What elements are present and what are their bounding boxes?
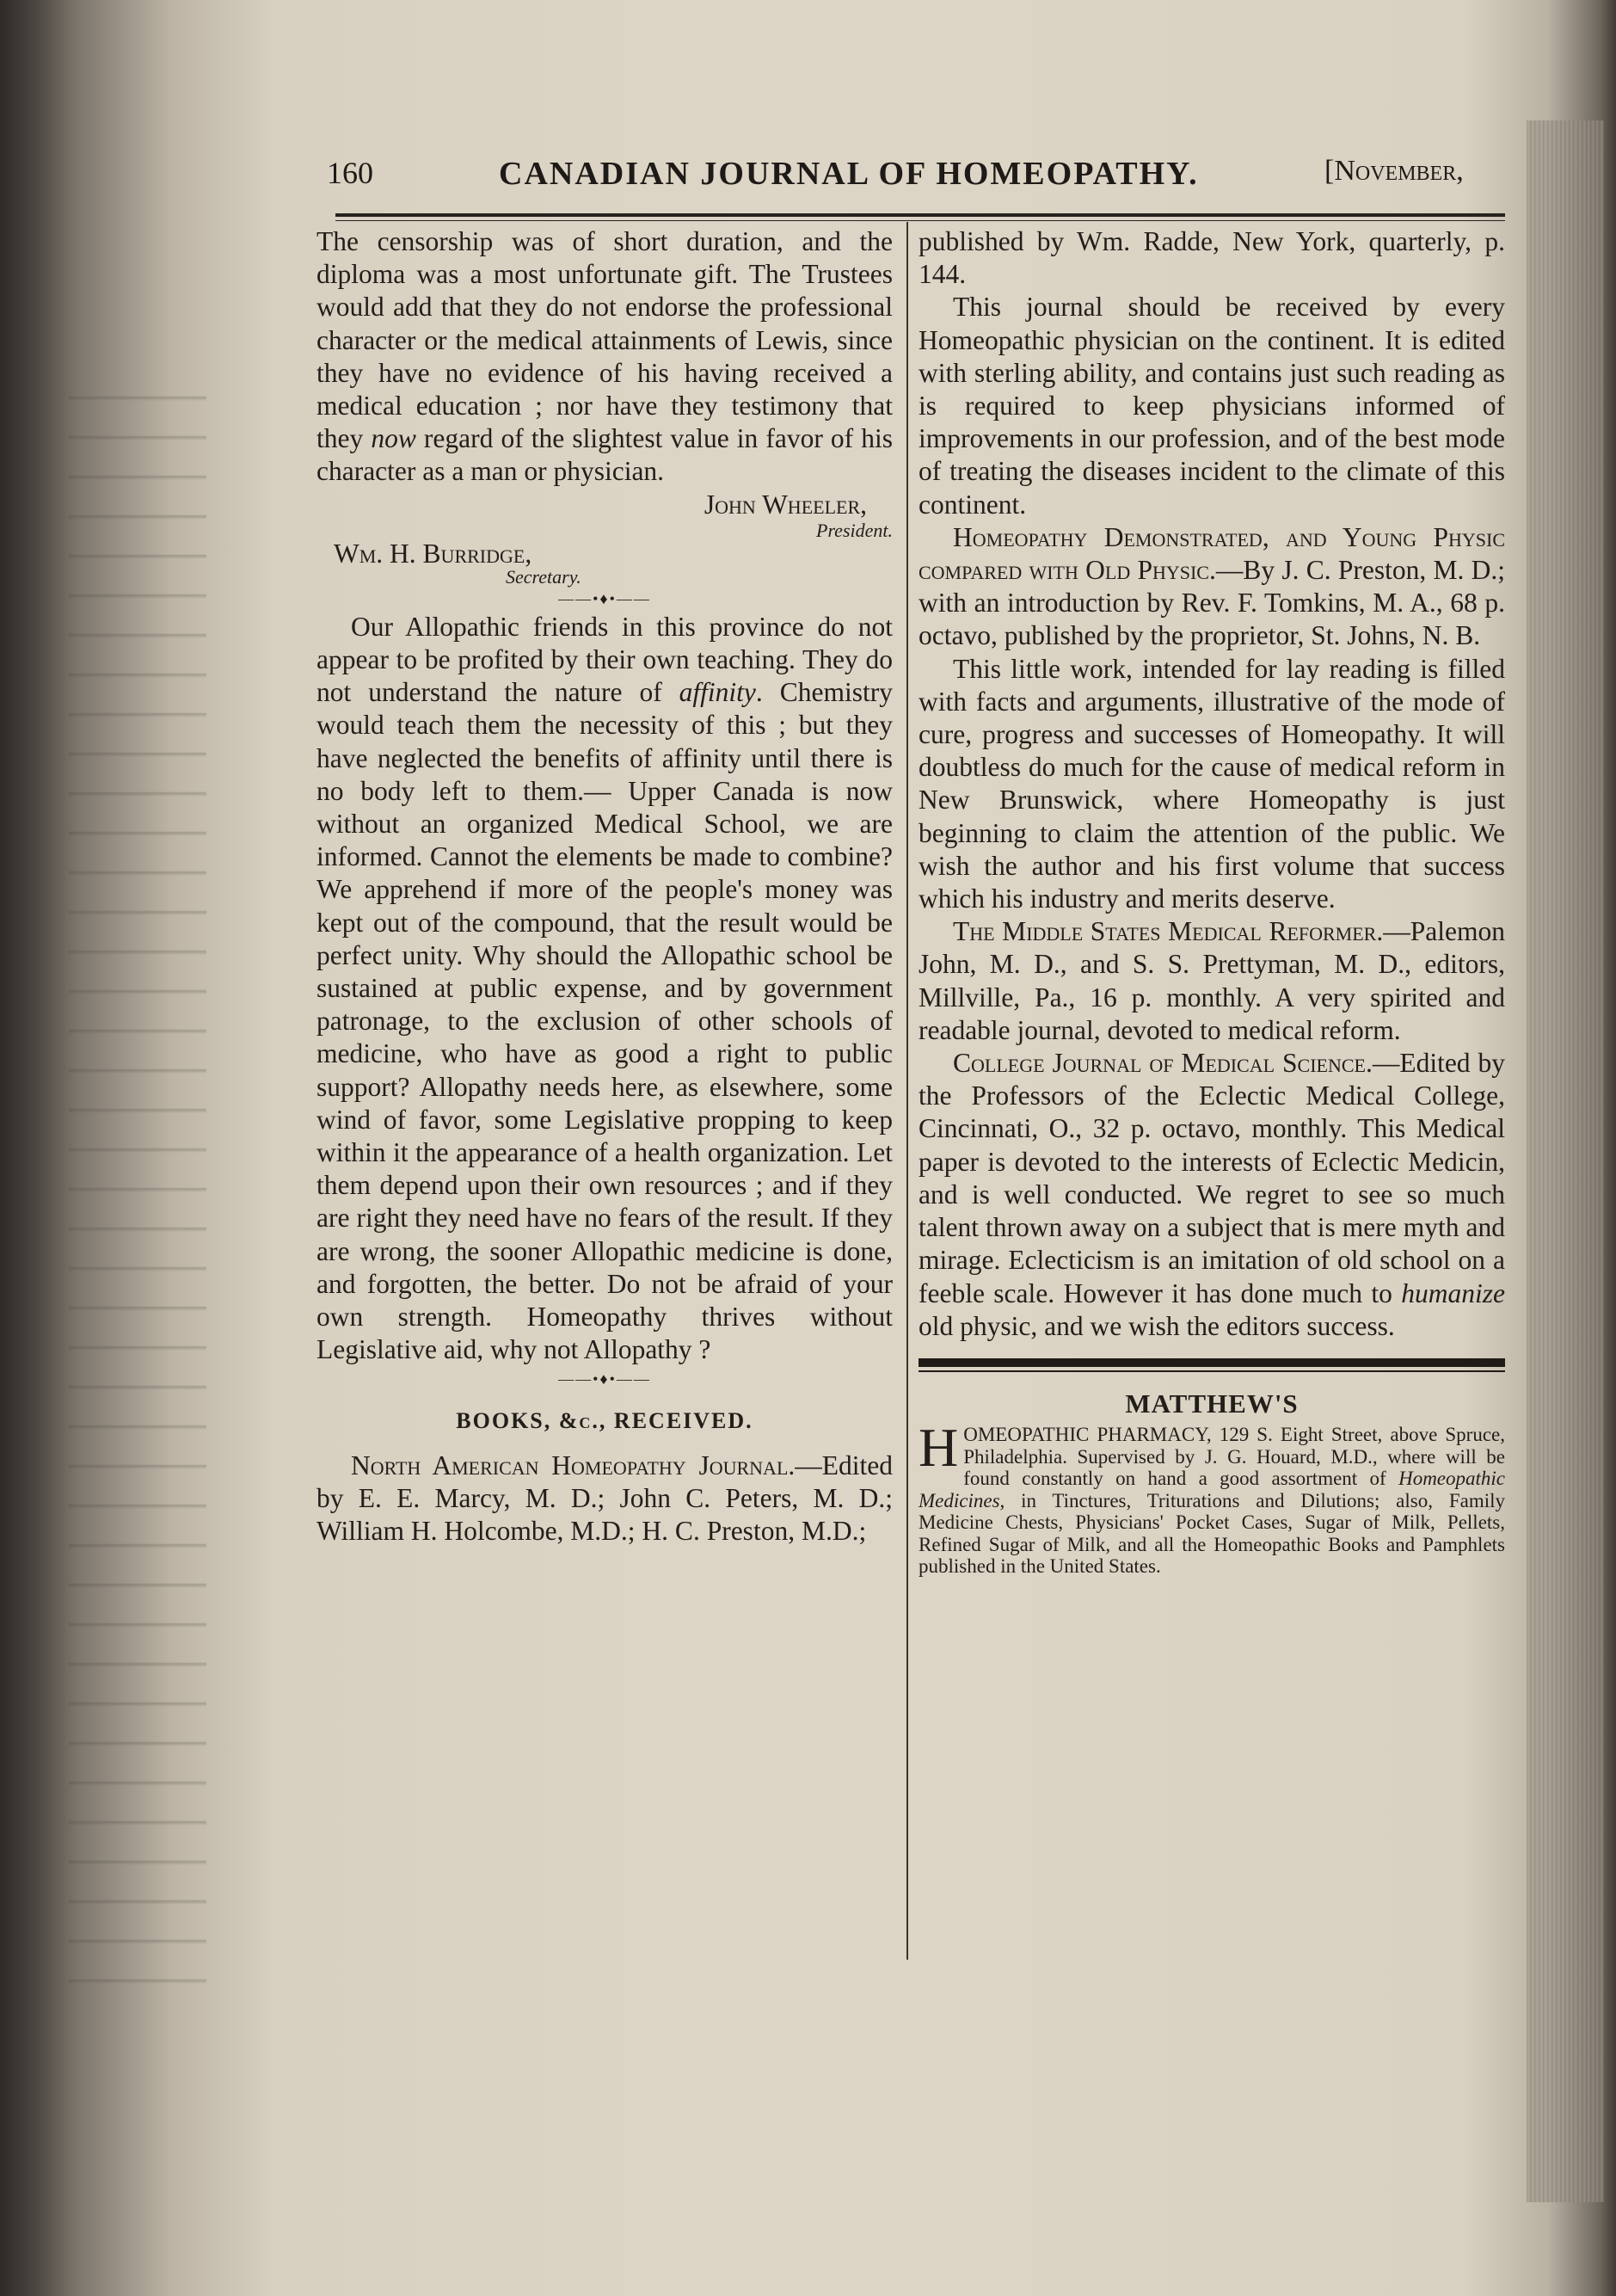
right-column xyxy=(919,225,1505,1578)
radde-continuation: published by Wm. Radde, New York, quarterly, p. 144. xyxy=(919,226,1505,290)
north-american-journal-entry: North American Homeopathy Journal.—Edited by E. E. Marcy, M. D.; John C. Peters, M. D.; William H. Holcombe, M.D.; H. C. Preston, M.D.; xyxy=(316,1450,893,1547)
journal-review-paragraph: This journal should be received by every Homeopathic physician on the continent. It is edited with sterling ability, and contains just such reading as is required to keep physicians informed of improvements in our profession, and of the best mode of treating the diseases incident to the climate of this continent. xyxy=(919,292,1505,520)
header-rule xyxy=(335,213,1505,217)
secretary-signature: Wm. H. Burridge, xyxy=(334,538,532,569)
header-rule-thin xyxy=(335,220,1505,221)
page-header xyxy=(327,148,1522,200)
homeopathy-demonstrated-entry: Homeopathy Demonstrated, and Young Physic compared with Old Physic.—By J. C. Preston, M. D.; with an introduction by Rev. F. Tomkins, M. A., 68 p. octavo, published by the proprietor, St. Johns, N. B. xyxy=(919,521,1505,651)
middle-states-entry: The Middle States Medical Reformer.—Palemon John, M. D., and S. S. Prettyman, M. D., editors, Millville, Pa., 16 p. monthly. A very spirited and readable journal, devoted to medical reform. xyxy=(919,916,1505,1045)
president-title: President. xyxy=(816,519,893,541)
book-page-edges xyxy=(1527,120,1604,2202)
running-month: [November, xyxy=(1324,155,1464,187)
allopathic-paragraph: Our Allopathic friends in this province do not appear to be profited by their own teaching. They do not understand the nature of affinity. Chemistry would teach them the necessity of this ; but they have neglected the benefits of affinity until there is no body left to them.— Upper Canada is now without an organized Medical School, we are informed. Cannot the elements be made to combine? We apprehend if more of the people's money was kept out of the compound, that the result would be perfect unity. Why should the Allopathic school be sustained at public expense, and by government patronage, to the exclusion of other schools of medicine, who have as good a right to public support? Allopathy needs here, as elsewhere, some wind of favor, some Legislative propping to keep within it the appearance of a health organization. Let them depend upon their own resources ; and if they are right they need have no fears of the result. If they are wrong, the sooner Allopathic medicine is done, and forgotten, the better. Do not be afraid of your own strength. Homeopathy thrives without Legislative aid, why not Allopathy ? xyxy=(316,611,893,1365)
advertisement-rule xyxy=(919,1358,1505,1367)
advertisement-title: MATTHEW'S xyxy=(1125,1388,1299,1419)
college-journal-entry: College Journal of Medical Science.—Edited by the Professors of the Eclectic Medical College, Cincinnati, O., 32 p. octavo, monthly. This Medical paper is devoted to the interests of Eclectic Medicin, and is well conducted. We regret to see so much talent thrown away on a subject that is mere myth and mirage. Eclecticism is an imitation of old school on a feeble scale. However it has done much to humanize old physic, and we wish the editors success. xyxy=(919,1048,1505,1341)
advertisement-dropcap: H xyxy=(919,1417,959,1479)
advertisement-body: HOMEOPATHIC PHARMACY, 129 S. Eight Street, above Spruce, Philadelphia. Supervised by J. G. Houard, M.D., where will be found constantly on hand a good assortment of Homeopathic Medicines, in Tinctures, Triturations and Dilutions; also, Family Medicine Chests, Physicians' Pocket Cases, Sugar of Milk, Pellets, Refined Sugar of Milk, and all the Homeopathic Books and Pamphlets published in the United States. xyxy=(919,1417,1505,1578)
margin-handwriting xyxy=(69,361,206,1996)
books-received-heading: BOOKS, &c., RECEIVED. xyxy=(456,1407,753,1433)
page-number: 160 xyxy=(327,156,373,190)
little-work-paragraph: This little work, intended for lay reading is filled with facts and arguments, illustrative of the mode of cure, progress and successes of Homeopathy. It will doubtless do much for the cause of medical reform in New Brunswick, where Homeopathy is just beginning to claim the attention of the public. We wish the author and his first volume that success which his industry and merits deserve. xyxy=(919,653,1505,914)
running-title: CANADIAN JOURNAL OF HOMEOPATHY. xyxy=(499,156,1199,192)
column-divider xyxy=(906,222,908,1960)
left-column xyxy=(316,225,893,1548)
separator-ornament: ——•♦•—— xyxy=(558,589,651,607)
separator-ornament-2: ——•♦•—— xyxy=(558,1370,651,1388)
secretary-title: Secretary. xyxy=(506,565,581,588)
trustees-paragraph: The censorship was of short duration, and the diploma was a most unfortunate gift. The Trustees would add that they do not endorse the professional character or the medical attainments of Lewis, since they have no evidence of his having received a medical education ; nor have they testimony that they now regard of the slightest value in favor of his character as a man or physician. xyxy=(316,226,893,487)
president-signature: John Wheeler, xyxy=(704,489,867,520)
advertisement-rule-thin xyxy=(919,1370,1505,1372)
